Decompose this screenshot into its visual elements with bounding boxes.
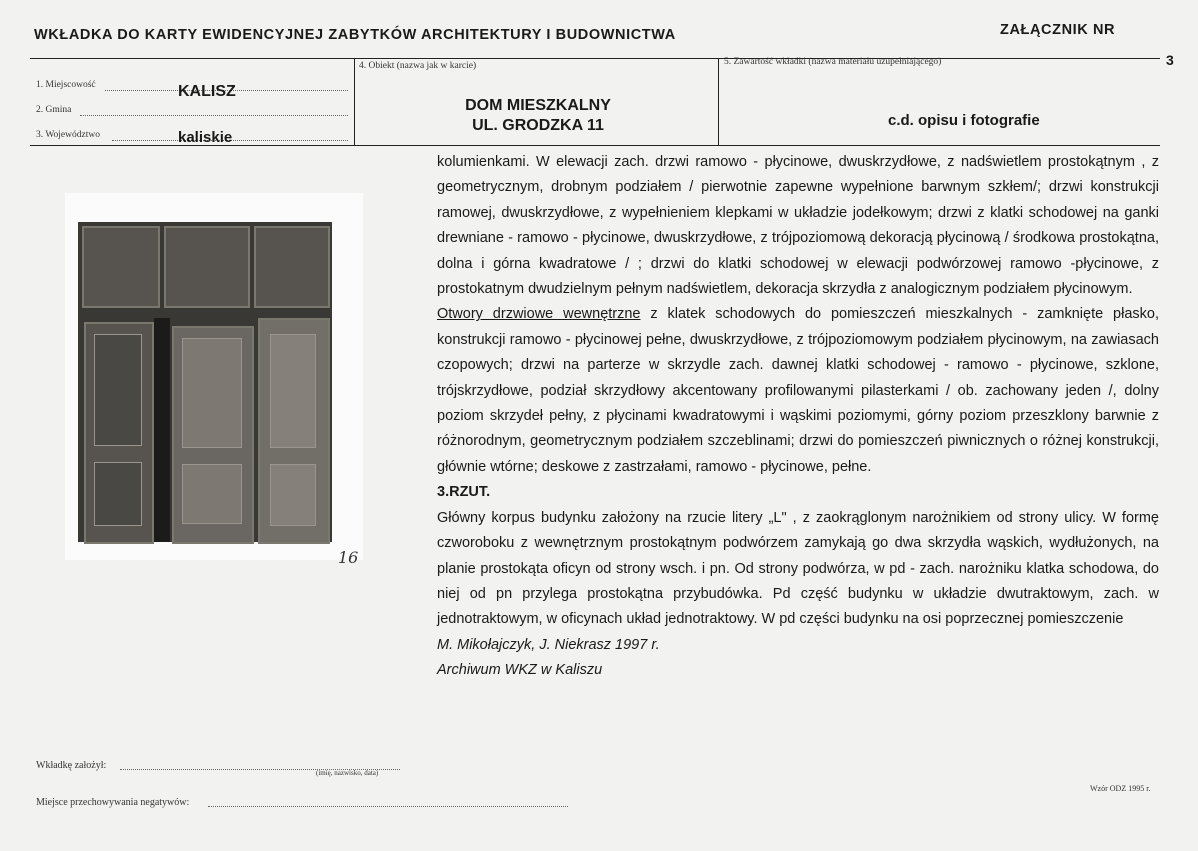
negatywy-label: Miejsce przechowywania negatywów: xyxy=(36,797,190,808)
internal-doors-heading: Otwory drzwiowe wewnętrzne xyxy=(437,306,641,323)
header-divider-1 xyxy=(354,58,355,146)
obiekt-label: 4. Obiekt (nazwa jak w karcie) xyxy=(359,61,477,71)
miejscowosc-label: 1. Miejscowość xyxy=(36,80,96,90)
paragraph-doors-internal xyxy=(437,302,1159,480)
door-image xyxy=(78,222,332,542)
obiekt-line-2: UL. GRODZKA 11 xyxy=(472,117,604,134)
wojewodztwo-label: 3. Województwo xyxy=(36,130,100,140)
form-template-note: Wzór ODZ 1995 r. xyxy=(1090,784,1151,793)
description-text xyxy=(437,150,1159,684)
gmina-label: 2. Gmina xyxy=(36,105,72,115)
header-top-rule xyxy=(30,58,1160,59)
annex-label: ZAŁĄCZNIK NR xyxy=(1000,22,1116,38)
internal-doors-text: z klatek schodowych do pomieszczeń mieszkalnych - zamknięte płasko, konstrukcji ramowo - płycinowej pełne, dwuskrzydłowe, z trójpoziomowym podziałem płycinowym, na zawiasach czopowych; drzwi na parterze w skrzydle zach. dawnej klatki schodowej - ramowo - płycinowe, szklone, trójskrzydłowe, podział skrzydłowy akcentowany profilowanymi pilasterkami / ob. zachowany jeden /, dolny poziom skrzydeł pełny, z płycinami kwadratowymi i wąskimi poziomymi, górny poziom przeszklony barwnie z różnorodnym, geometrycznym podziałem szczeblinami; drzwi do pomieszczeń piwnicznych o różnej konstrukcji, głównie wtórne; deskowe z zastrzałami, ramowo - płycinowe, pełne. xyxy=(437,306,1159,475)
miejscowosc-value: KALISZ xyxy=(178,83,236,100)
zawartosc-value: c.d. opisu i fotografie xyxy=(888,112,1040,129)
obiekt-line-1: DOM MIESZKALNY xyxy=(465,97,611,114)
zalozyl-hint: (imię, nazwisko, data) xyxy=(316,769,379,777)
form-title: WKŁADKA DO KARTY EWIDENCYJNEJ ZABYTKÓW ARCHITEKTURY I BUDOWNICTWA xyxy=(34,27,676,43)
gmina-dotline xyxy=(80,115,348,116)
zawartosc-label: 5. Zawartość wkładki (nazwa materiału uzupełniającego) xyxy=(724,57,942,67)
author-line: M. Mikołajczyk, J. Niekrasz 1997 r. xyxy=(437,636,660,653)
section-heading-rzut: 3.RZUT. xyxy=(437,484,491,501)
archive-line: Archiwum WKZ w Kaliszu xyxy=(437,662,603,679)
zalozyl-label: Wkładkę założył: xyxy=(36,760,107,771)
photo-number: 16 xyxy=(338,548,359,567)
page-number: 3 xyxy=(1166,52,1174,68)
paragraph-doors-external: kolumienkami. W elewacji zach. drzwi ramowo - płycinowe, dwuskrzydłowe, z nadświetlem prostokątnym , z geometrycznym, drobnym podziałem / pierwotnie zapewne wypełnione barwnym szkłem/; drzwi konstrukcji ramowej, dwuskrzydłowe, z wypełnieniem klepkami w układzie jodełkowym; drzwi z klatki schodowej na ganki drewniane - ramowo - płycinowe, dwuskrzydłowe, z trójpoziomową dekoracją płycinową / środkowa prostokątna, dolna i górna kwadratowe / ; drzwi do klatki schodowej w elewacji podwórzowej ramowo -płycinowe, z prostokatnym dwudzielnym pełnym nadświetlem, dekoracja skrzydła z analogicznym podziałem płycinowym. xyxy=(437,154,1159,298)
header-divider-2 xyxy=(718,58,719,146)
paragraph-rzut: Główny korpus budynku założony na rzucie litery „L" , z zaokrąglonym narożnikiem od strony ulicy. W formę czworoboku z wewnętrznym prostokątnym podwórzem zamykają go dwa skrzydła wąskich, wydłużonych, na planie prostokąta oficyn od strony wsch. i pn. Od strony podwórza, w pd - zach. narożniku klatka schodowa, do niej od pn przylega prostokątna przybudówka. Pd część budynku w układzie dwutraktowym, zach. w jednotraktowym, w oficynach układ jednotraktowy. W pd części budynku na osi poprzecznej pomieszczenie xyxy=(437,509,1159,628)
negatywy-dotline xyxy=(208,806,568,807)
obiekt-value xyxy=(358,96,718,136)
wojewodztwo-value: kaliskie xyxy=(178,129,233,146)
